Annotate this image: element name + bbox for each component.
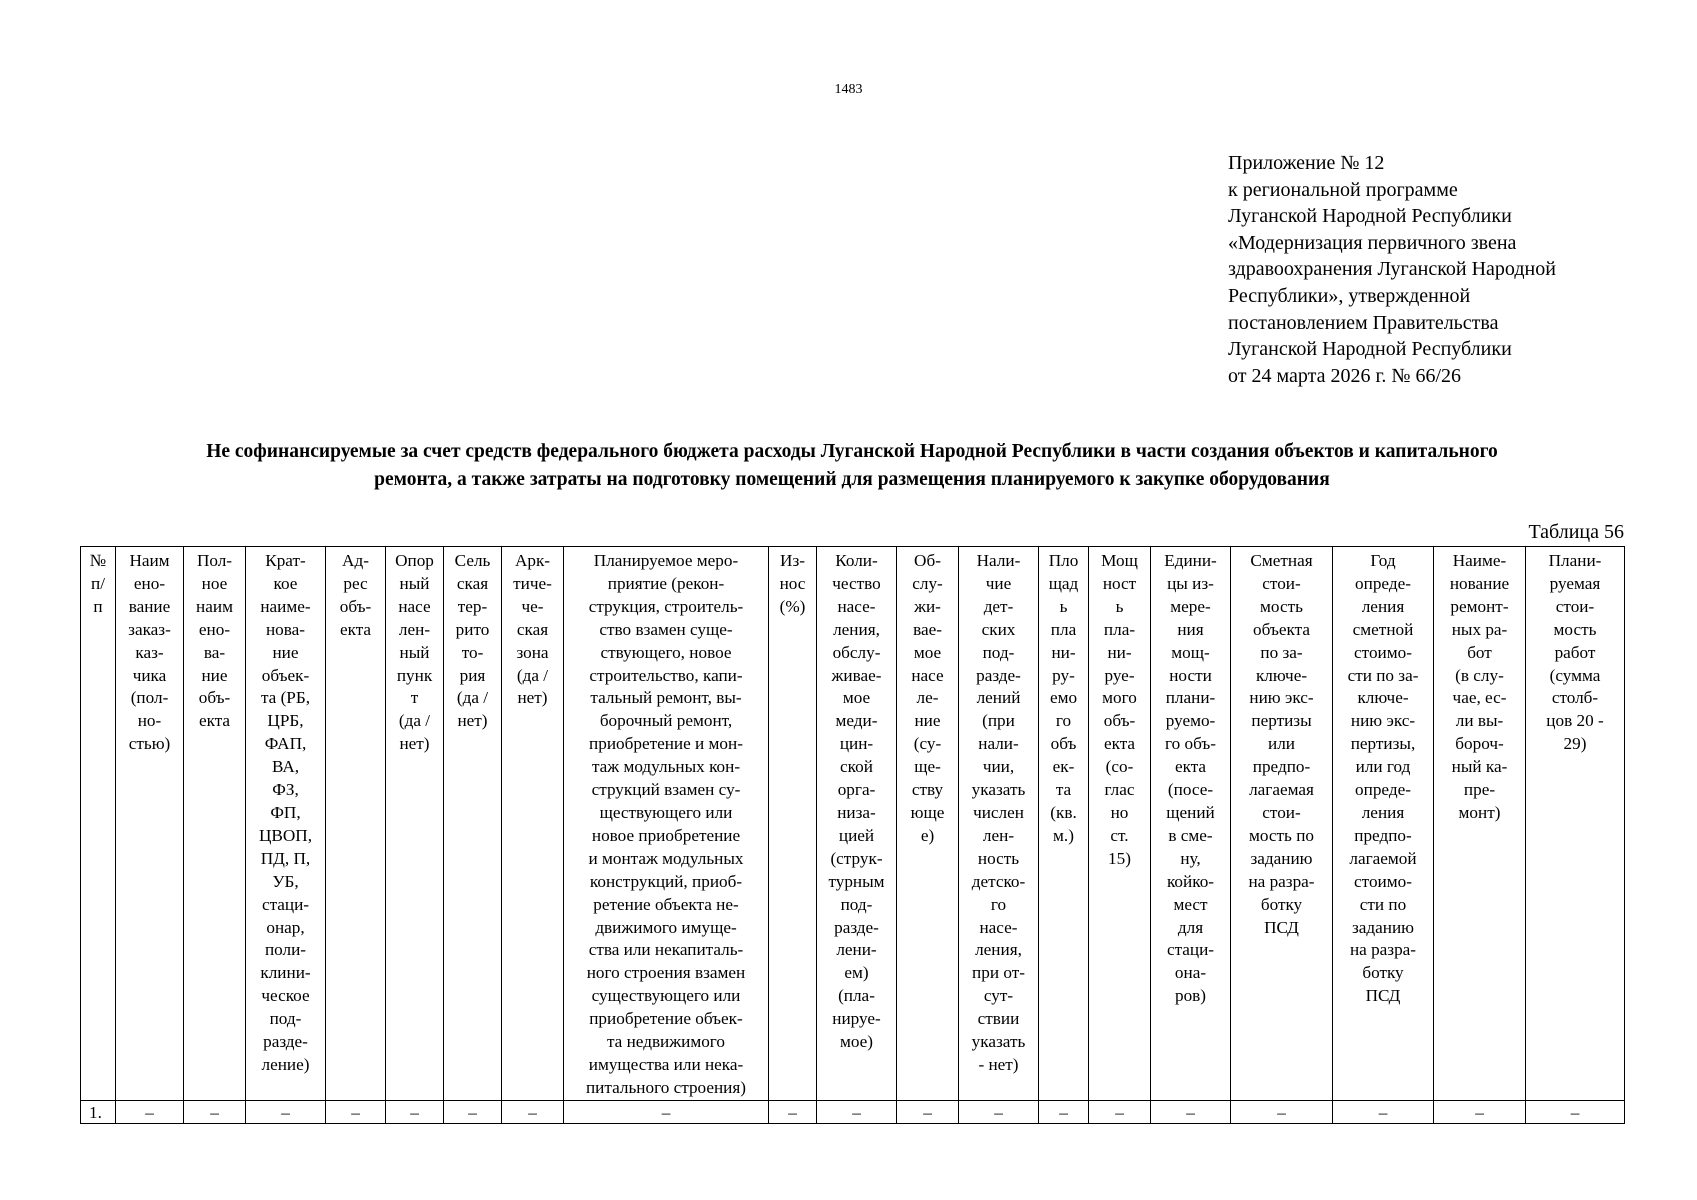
table-cell: – (564, 1100, 769, 1123)
column-header: Наим ено- вание заказ- каз- чика (пол- но- стью) (116, 547, 184, 1101)
data-table (80, 546, 1625, 1124)
column-header: Сметная стои- мость объекта по за- ключе- нию экс- пертизы или предпо- лагаемая стои- мость по заданию на разра- ботку ПСД (1231, 547, 1333, 1101)
column-header: Планируемое меро- приятие (рекон- струкция, строитель- ство взамен суще- ствующего, новое строительство, капи- тальный ремонт, вы- борочный ремонт, приобретение и мон- таж модульных кон- струкций взамен су- ществующего или новое приобретение и монтаж модульных конструкций, приоб- ретение объекта не- движимого имуще- ства или некапиталь- ного строения взамен существующего или приобретение объек- та недвижимого имущества или нека- питального строения) (564, 547, 769, 1101)
table-cell: – (444, 1100, 502, 1123)
column-header: Пло щад ь пла ни- ру- емо го объ ек- та (кв. м.) (1039, 547, 1089, 1101)
appendix-line: «Модернизация первичного звена (1228, 231, 1517, 254)
table-cell: – (959, 1100, 1039, 1123)
column-header: Опор ный насе лен- ный пунк т (да / нет) (386, 547, 444, 1101)
table-cell: – (1151, 1100, 1231, 1123)
column-header: Мощ ност ь пла- ни- руе- мого объ- екта (со- глас но ст. 15) (1089, 547, 1151, 1101)
column-header: Ад- рес объ- екта (326, 547, 386, 1101)
appendix-line: Луганской Народной Республики (1228, 338, 1512, 361)
column-header: Год опреде- ления сметной стоимо- сти по за- ключе- нию экс- пертизы, или год опреде- ления предпо- лагаемой стоимо- сти по заданию на разра- ботку ПСД (1333, 547, 1434, 1101)
header-row (81, 547, 1625, 1101)
table-cell: – (1089, 1100, 1151, 1123)
page-number: 1483 (834, 82, 863, 97)
table-cell: – (769, 1100, 817, 1123)
column-header: Об- слу- жи- вае- мое насе ле- ние (су- ще- ству юще е) (897, 547, 959, 1101)
title-line: ремонта, а также затраты на подготовку помещений для размещения планируемого к закупке оборудования (374, 469, 1330, 490)
column-header: Из- нос (%) (769, 547, 817, 1101)
column-header: Пол- ное наим ено- ва- ние объ- екта (184, 547, 246, 1101)
column-header: Наиме- нование ремонт- ных ра- бот (в слу- чае, ес- ли вы- бороч- ный ка- пре- монт) (1434, 547, 1526, 1101)
table-cell: – (502, 1100, 564, 1123)
table-cell: – (897, 1100, 959, 1123)
table-cell: – (817, 1100, 897, 1123)
column-header: Плани- руемая стои- мость работ (сумма столб- цов 20 - 29) (1526, 547, 1625, 1101)
table-cell: 1. (81, 1100, 116, 1123)
table-label: Таблица 56 (1528, 521, 1624, 543)
appendix-line: постановлением Правительства (1228, 311, 1499, 334)
table-row (81, 1100, 1625, 1123)
document-title (82, 438, 1622, 494)
column-header: Нали- чие дет- ских под- разде- лений (при нали- чии, указать числен лен- ность детско- го насе- ления, при от- сут- ствии указать - нет) (959, 547, 1039, 1101)
column-header: Арк- тиче- че- ская зона (да / нет) (502, 547, 564, 1101)
appendix-line: Луганской Народной Республики (1228, 205, 1512, 228)
table-cell: – (1039, 1100, 1089, 1123)
table-cell: – (1231, 1100, 1333, 1123)
column-header: Сель ская тер- рито то- рия (да / нет) (444, 547, 502, 1101)
column-header: Крат- кое наиме- нова- ние объек- та (РБ, ЦРБ, ФАП, ВА, ФЗ, ФП, ЦВОП, ПД, П, УБ, стаци- онар, поли- клини- ческое под- разде- ление) (246, 547, 326, 1101)
appendix-line: Приложение № 12 (1228, 152, 1385, 174)
table-cell: – (1526, 1100, 1625, 1123)
table-cell: – (1333, 1100, 1434, 1123)
appendix-line: Республики», утвержденной (1228, 284, 1471, 307)
appendix-line: от 24 марта 2026 г. № 66/26 (1228, 364, 1462, 387)
table-cell: – (386, 1100, 444, 1123)
table-cell: – (326, 1100, 386, 1123)
column-header: № п/ п (81, 547, 116, 1101)
appendix-line: здравоохранения Луганской Народной (1228, 258, 1556, 281)
table-cell: – (246, 1100, 326, 1123)
column-header: Едини- цы из- мере- ния мощ- ности плани- руемо- го объ- екта (посе- щений в сме- ну, койко- мест для стаци- она- ров) (1151, 547, 1231, 1101)
appendix-note (1228, 150, 1668, 389)
column-header: Коли- чество насе- ления, обслу- живае- мое меди- цин- ской орга- низа- цией (струк- турным под- разде- лени- ем) (пла- нируе- мое) (817, 547, 897, 1101)
table-cell: – (184, 1100, 246, 1123)
table-cell: – (116, 1100, 184, 1123)
appendix-line: к региональной программе (1228, 178, 1458, 201)
table-cell: – (1434, 1100, 1526, 1123)
title-line: Не софинансируемые за счет средств федерального бюджета расходы Луганской Народной Республики в части создания объектов и капитального (206, 441, 1498, 462)
